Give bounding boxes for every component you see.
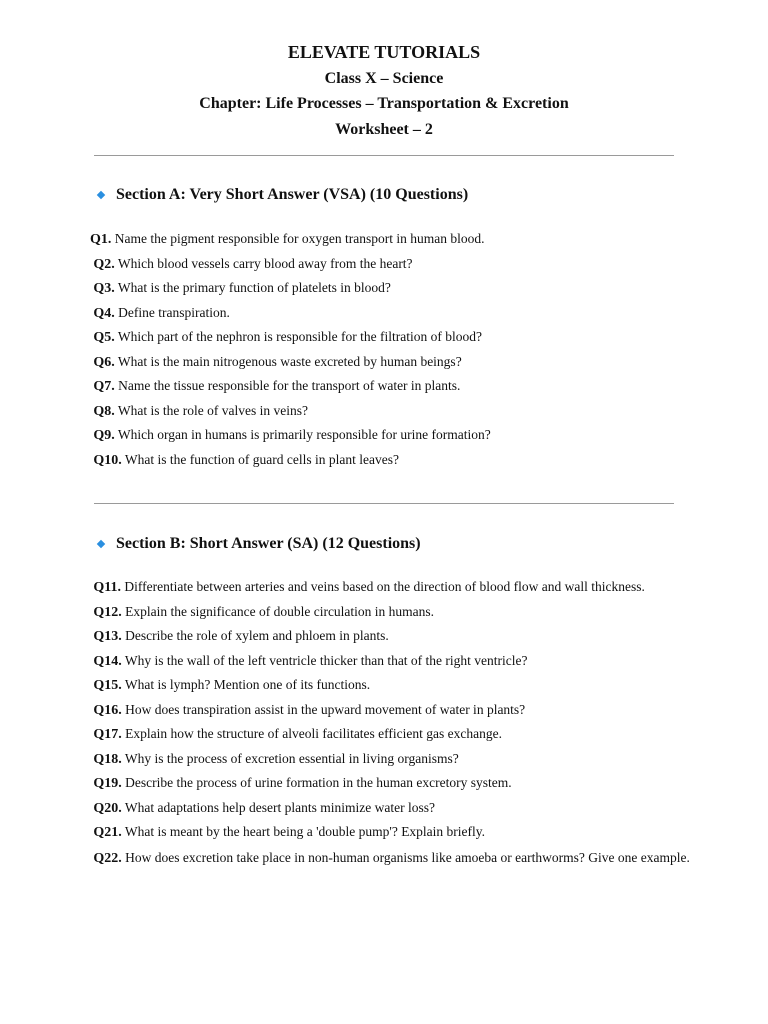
question-number: Q7. — [93, 379, 115, 394]
worksheet-header — [0, 40, 768, 142]
question-number: Q21. — [93, 825, 122, 840]
question-number: Q6. — [93, 354, 115, 370]
question-number: Q16. — [93, 702, 122, 718]
section-heading-text: Section A: Very Short Answer (VSA) (10 Questions) — [116, 186, 469, 203]
question-number: Q17. — [93, 727, 122, 742]
question-text: What is the main nitrogenous waste excreted by human beings? — [117, 353, 462, 369]
question-number: Q15. — [93, 678, 122, 693]
question-item — [90, 624, 690, 649]
question-number: Q14. — [93, 653, 122, 669]
question-item — [90, 698, 690, 723]
question-text: What is meant by the heart being a 'double pump'? Explain briefly. — [124, 824, 486, 839]
question-number: Q5. — [93, 330, 115, 345]
question-text: Explain the significance of double circulation in humans. — [125, 603, 435, 619]
question-item — [90, 600, 690, 625]
question-text: What is the primary function of platelets in blood? — [117, 280, 391, 295]
section-b-heading — [96, 535, 421, 553]
question-number: Q20. — [93, 800, 122, 816]
question-number: Q3. — [93, 281, 115, 296]
question-item — [90, 252, 690, 277]
question-number: Q9. — [93, 428, 115, 443]
chapter-title: Chapter: Life Processes – Transportation & Excretion — [199, 95, 569, 112]
question-text: Which blood vessels carry blood away from the heart? — [117, 255, 413, 271]
question-item — [90, 350, 690, 375]
question-text: Explain how the structure of alveoli facilitates efficient gas exchange. — [125, 726, 502, 741]
question-text: Which organ in humans is primarily responsible for urine formation? — [117, 427, 491, 442]
question-number: Q13. — [93, 629, 122, 644]
diamond-bullet-icon — [97, 540, 105, 548]
question-text: What is the function of guard cells in plant leaves? — [124, 451, 399, 467]
worksheet-number: Worksheet – 2 — [335, 120, 433, 138]
question-number: Q19. — [93, 776, 122, 791]
question-text: Describe the process of urine formation in the human excretory system. — [125, 775, 512, 790]
question-number: Q18. — [93, 751, 122, 767]
question-text: Describe the role of xylem and phloem in plants. — [125, 628, 389, 643]
question-text: Which part of the nephron is responsible for the filtration of blood? — [117, 329, 482, 344]
question-number: Q4. — [93, 305, 115, 321]
question-item — [90, 227, 690, 252]
question-text: What is the role of valves in veins? — [117, 402, 308, 418]
question-number: Q12. — [93, 604, 122, 620]
question-number: Q10. — [93, 452, 122, 468]
question-item — [90, 301, 690, 326]
question-item — [90, 722, 690, 747]
question-item — [90, 276, 690, 301]
section-heading-text: Section B: Short Answer (SA) (12 Questions) — [116, 535, 421, 552]
question-item — [90, 374, 690, 399]
question-item — [90, 399, 690, 424]
section-a-questions — [90, 227, 690, 472]
question-item — [90, 649, 690, 674]
question-item — [90, 771, 690, 796]
question-number: Q22. — [93, 850, 122, 866]
question-text: How does excretion take place in non-human organisms like amoeba or earthworms? Give one example. — [125, 849, 690, 865]
question-text: Name the tissue responsible for the transport of water in plants. — [118, 378, 461, 393]
question-item — [90, 448, 690, 473]
question-item — [90, 820, 690, 845]
question-text: What adaptations help desert plants minimize water loss? — [124, 799, 435, 815]
org-title: ELEVATE TUTORIALS — [287, 42, 481, 62]
question-text: Differentiate between arteries and veins based on the direction of blood flow and wall thickness. — [124, 579, 645, 594]
question-number: Q8. — [93, 403, 115, 419]
question-item — [90, 796, 690, 821]
divider — [94, 503, 674, 504]
question-text: Why is the process of excretion essential in living organisms? — [124, 750, 459, 766]
question-item — [90, 747, 690, 772]
section-a-heading — [96, 186, 468, 204]
question-item — [90, 423, 690, 448]
question-item — [90, 575, 690, 600]
divider — [94, 155, 674, 156]
question-text: Define transpiration. — [118, 304, 230, 320]
question-text: How does transpiration assist in the upward movement of water in plants? — [125, 701, 526, 717]
question-item — [90, 325, 690, 350]
question-number: Q11. — [93, 580, 121, 595]
class-line: Class X – Science — [324, 69, 444, 87]
question-number: Q1. — [90, 232, 112, 247]
question-item — [90, 845, 690, 871]
question-text: Why is the wall of the left ventricle thicker than that of the right ventricle? — [124, 652, 528, 668]
question-text: What is lymph? Mention one of its functions. — [124, 677, 371, 692]
question-text: Name the pigment responsible for oxygen transport in human blood. — [114, 231, 485, 246]
question-number: Q2. — [93, 256, 115, 272]
question-item — [90, 673, 690, 698]
section-b-questions — [90, 575, 690, 871]
diamond-bullet-icon — [97, 191, 105, 199]
